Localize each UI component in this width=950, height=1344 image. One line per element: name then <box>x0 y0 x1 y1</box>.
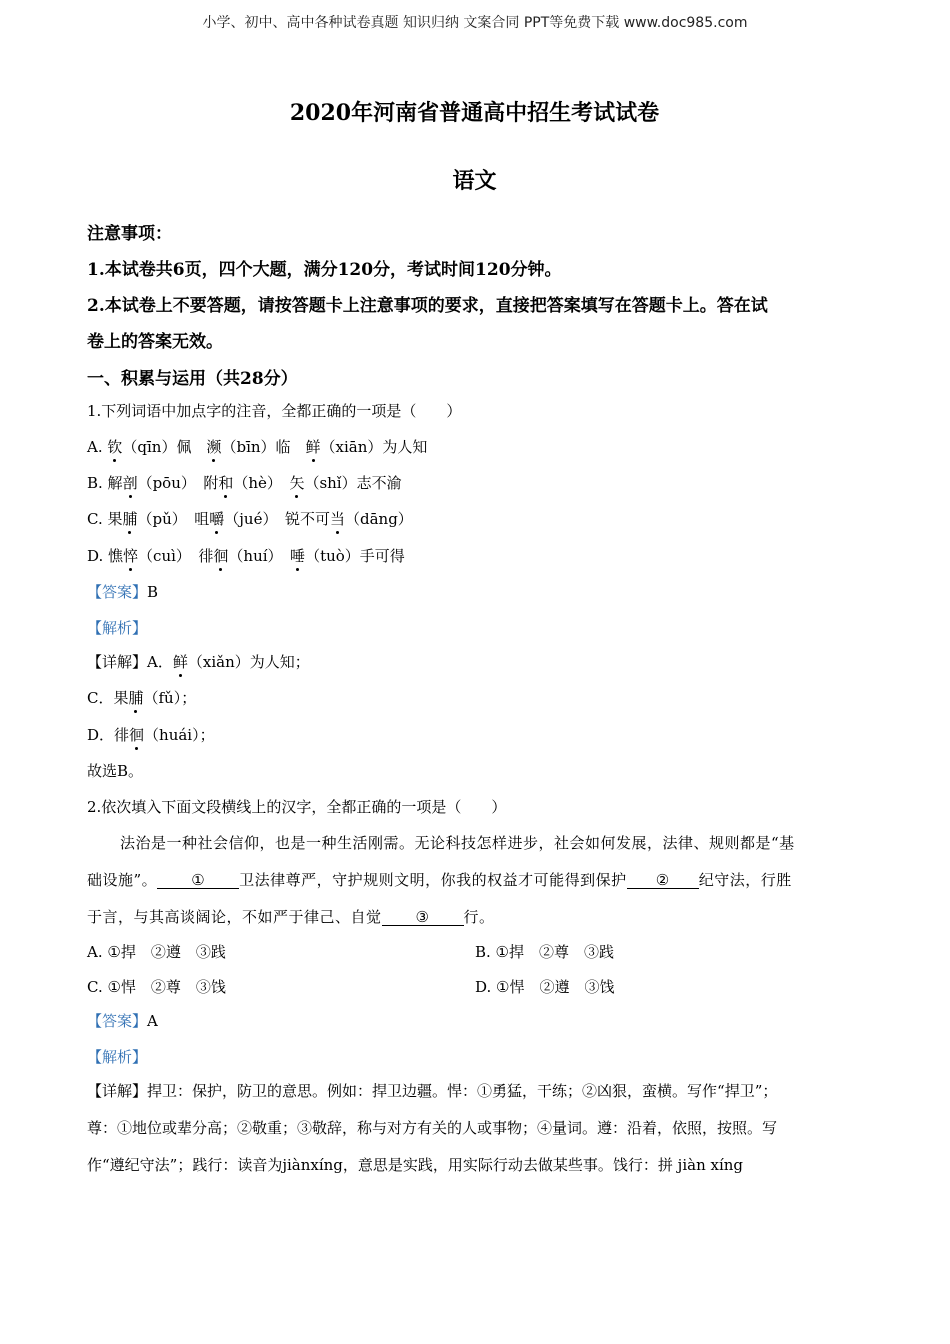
dotted-char: 悴 <box>123 547 139 565</box>
answer-label: 【答案】 <box>87 1012 148 1030</box>
q1-analysis-label: 【解析】 <box>87 619 148 637</box>
q1-option-a: A. 钦（qīn）佩 濒（bīn）临 鲜（xiān）为人知 <box>87 438 428 456</box>
q1-detail-a: 【详解】A．鲜（xiǎn）为人知； <box>87 653 310 671</box>
dotted-char: 徊 <box>129 726 145 744</box>
fill-blank-2: ② <box>627 872 699 889</box>
q1-option-d: D. 憔悴（cuì） 徘徊（huí） 唾（tuò）手可得 <box>87 547 405 565</box>
exam-title: 2020年河南省普通高中招生考试试卷 <box>289 100 660 126</box>
dotted-char: 鲜 <box>172 653 188 671</box>
q2-analysis-label: 【解析】 <box>87 1048 148 1066</box>
dotted-char: 脯 <box>128 689 144 707</box>
fill-blank-3: ③ <box>382 909 464 926</box>
q2-passage-line-1: 法治是一种社会信仰，也是一种生活刚需。无论科技怎样进步，社会如何发展，法律、规则都是“基 <box>120 834 795 852</box>
site-header-banner: 小学、初中、高中各种试卷真题 知识归纳 文案合同 PPT等免费下载 www.doc985.com <box>202 15 748 31</box>
q1-detail-d: D．徘徊（huái）； <box>87 726 215 744</box>
q2-detail-line-2: 尊：①地位或辈分高；②敬重；③敬辞，称与对方有关的人或事物；④量词。遵：沿着，依照，按照。写 <box>87 1119 778 1137</box>
q2-detail-line-3: 作“遵纪守法”；践行：读音为jiànxíng，意思是实践，用实际行动去做某些事。饯行：拼 jiàn xíng <box>87 1156 744 1174</box>
notes-heading: 注意事项： <box>87 224 172 244</box>
note-2-line-1: 2.本试卷上不要答题，请按答题卡上注意事项的要求，直接把答案填写在答题卡上。答在试 <box>87 296 768 316</box>
dotted-char: 剖 <box>122 474 138 492</box>
q1-stem: 1.下列词语中加点字的注音，全都正确的一项是（ ） <box>87 402 462 420</box>
q1-option-b: B. 解剖（pōu） 附和（hè） 矢（shǐ）志不渝 <box>87 474 402 492</box>
dotted-char: 鲜 <box>305 438 321 456</box>
answer-label: 【答案】 <box>87 583 148 601</box>
note-1: 1.本试卷共6页，四个大题，满分120分，考试时间120分钟。 <box>87 260 562 280</box>
q1-option-c: C. 果脯（pǔ） 咀嚼（jué） 锐不可当（dāng） <box>87 510 413 528</box>
exam-subject: 语文 <box>452 168 497 194</box>
note-2-line-2: 卷上的答案无效。 <box>87 332 223 352</box>
dotted-char: 徊 <box>213 547 229 565</box>
q2-option-c: C. ①悍 ②尊 ③饯 <box>87 978 226 996</box>
q2-answer: 【答案】A <box>87 1012 158 1030</box>
q2-detail-line-1: 【详解】捍卫：保护，防卫的意思。例如：捍卫边疆。悍：①勇猛，干练；②凶狠，蛮横。写作“捍卫”； <box>87 1082 778 1100</box>
dotted-char: 和 <box>218 474 234 492</box>
q2-option-a: A. ①捍 ②遵 ③践 <box>87 943 226 961</box>
dotted-char: 钦 <box>107 438 123 456</box>
fill-blank-1: ① <box>157 872 239 889</box>
q1-conclusion: 故选B。 <box>87 762 144 780</box>
dotted-char: 嚼 <box>209 510 225 528</box>
dotted-char: 脯 <box>122 510 138 528</box>
dotted-char: 当 <box>329 510 345 528</box>
q2-option-b: B. ①捍 ②尊 ③践 <box>475 943 615 961</box>
dotted-char: 矢 <box>289 474 305 492</box>
q1-detail-c: C．果脯（fǔ）； <box>87 689 197 707</box>
q2-stem: 2.依次填入下面文段横线上的汉字，全都正确的一项是（ ） <box>87 798 507 816</box>
q2-passage-line-2: 础设施”。 ① 卫法律尊严，守护规则文明，你我的权益才可能得到保护 ② 纪守法，行胜 <box>87 871 792 889</box>
dotted-char: 唾 <box>290 547 306 565</box>
q2-option-d: D. ①悍 ②遵 ③饯 <box>475 978 615 996</box>
q2-passage-line-3: 于言，与其高谈阔论，不如严于律己、自觉 ③ 行。 <box>87 908 495 926</box>
dotted-char: 濒 <box>206 438 222 456</box>
section-heading: 一、积累与运用（共28分） <box>87 369 298 389</box>
q1-answer: 【答案】B <box>87 583 159 601</box>
